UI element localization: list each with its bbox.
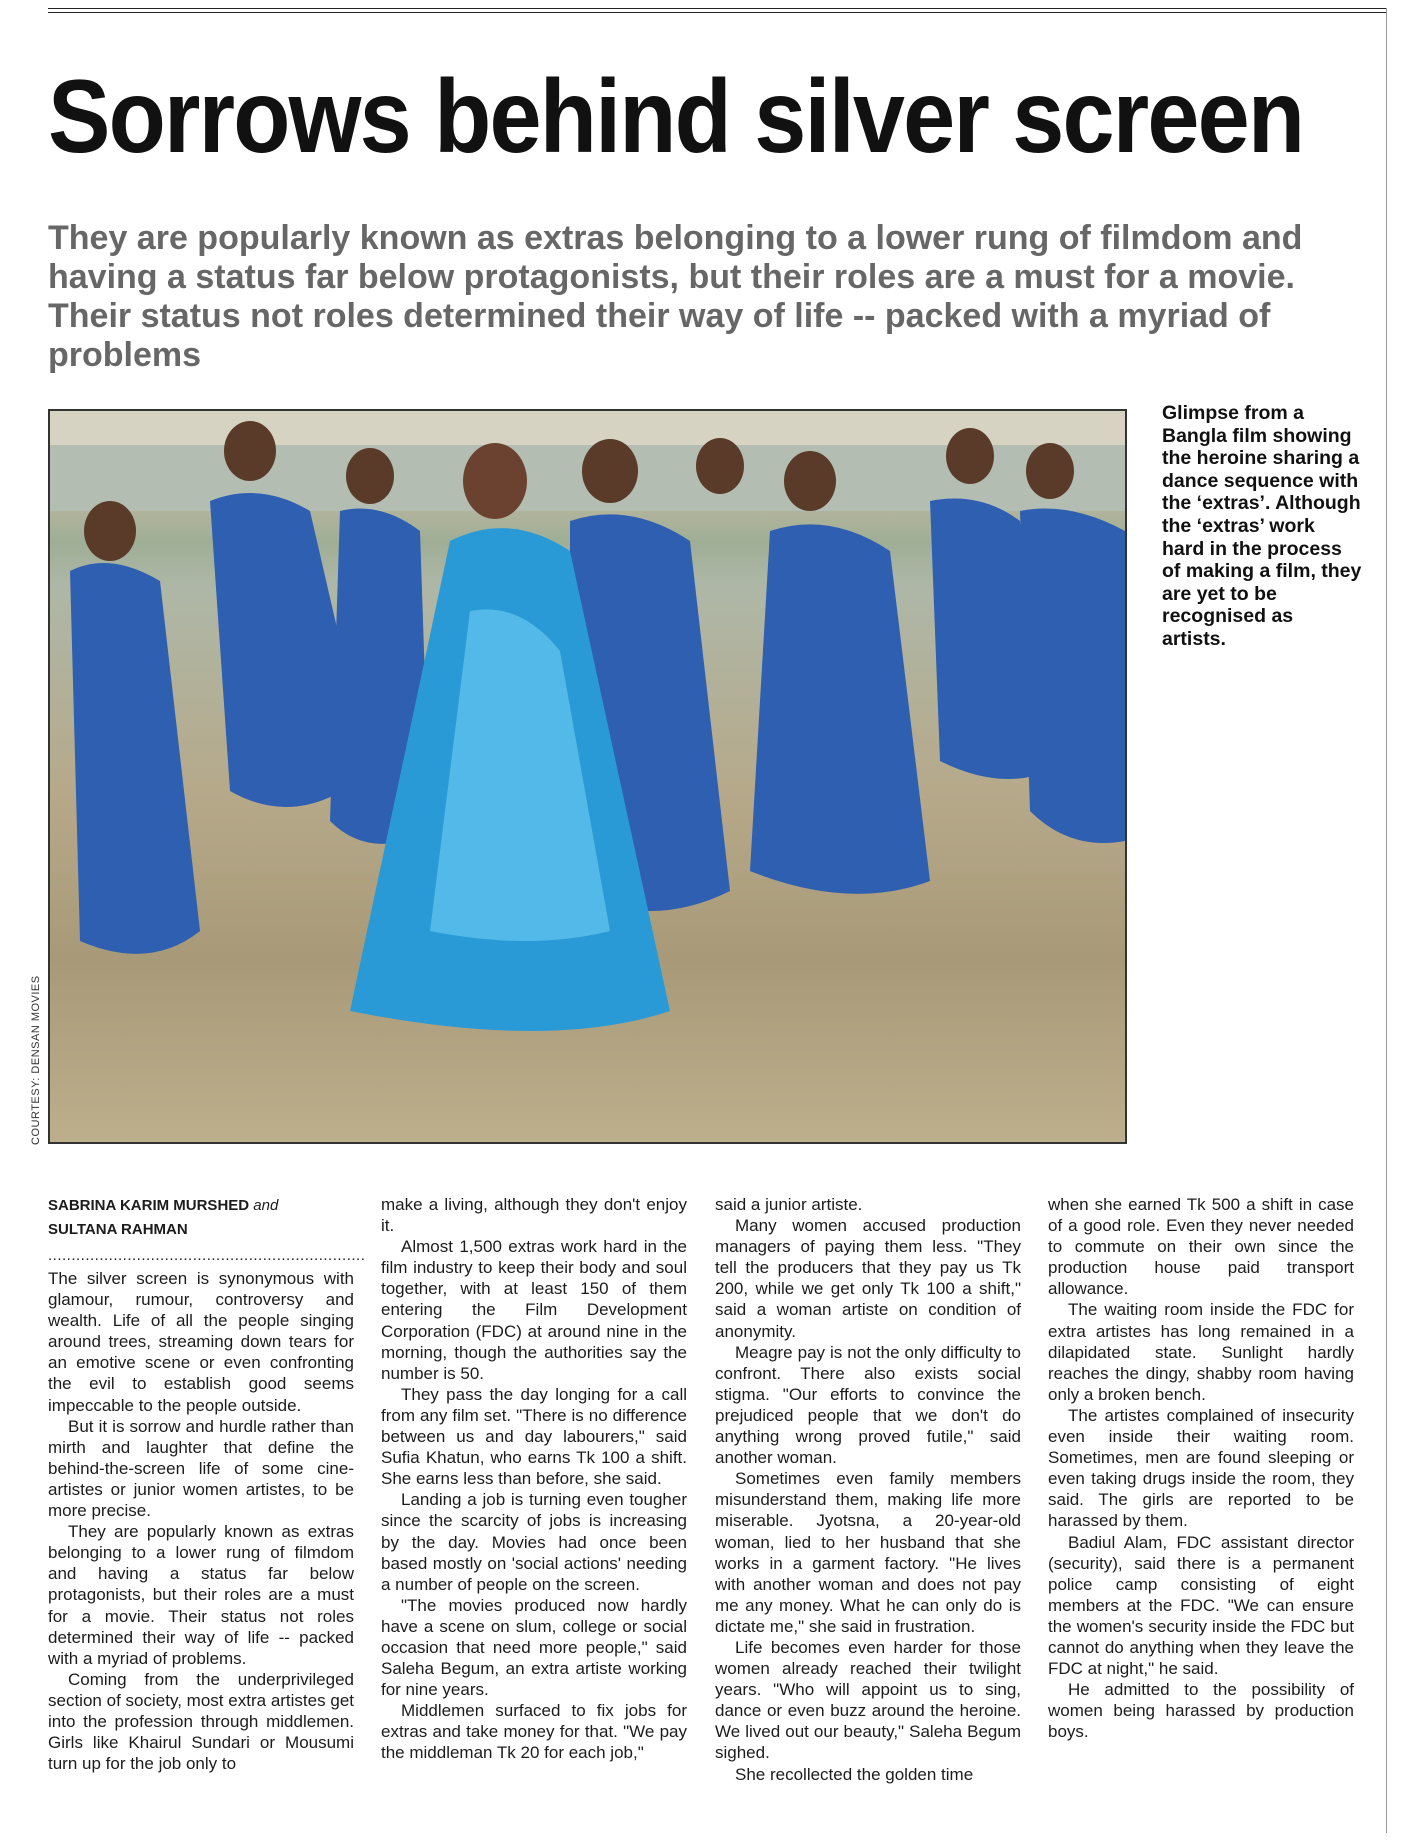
body-paragraph: Middlemen surfaced to fix jobs for extras and take money for that. "We pay the middleman Tk 20 for each job," — [381, 1701, 687, 1763]
body-paragraph: "The movies produced now hardly have a scene on slum, college or social occasion that need more people," said Saleha Begum, an extra artiste working for nine years. — [381, 1595, 687, 1700]
standfirst: They are popularly known as extras belonging to a lower rung of filmdom and having a status far below protagonists, but their roles are a must for a movie. Their status not roles determined their way of life -- packed with a myriad of problems — [48, 219, 1303, 374]
body-paragraph: Meagre pay is not the only difficulty to confront. There also exists social stigma. "Our efforts to convince the prejudiced people that we don't do anything wrong proved futile," said another woman. — [715, 1342, 1021, 1468]
article-column-4 — [1048, 1194, 1354, 1742]
body-paragraph: Landing a job is turning even tougher since the scarcity of jobs is increasing by the day. Movies had once been based mostly on 'social actions' needing a number of people on the screen. — [381, 1490, 687, 1594]
body-paragraph: make a living, although they don't enjoy it. — [381, 1195, 687, 1236]
byline — [48, 1194, 354, 1242]
body-paragraph: The artistes complained of insecurity even inside their waiting room. Sometimes, men are found sleeping or even taking drugs inside the room, they said. The girls are reported to be harassed by them. — [1048, 1405, 1354, 1531]
body-paragraph: The waiting room inside the FDC for extra artistes has long remained in a dilapidated state. Sunlight hardly reaches the dingy, shabby room having only a broken bench. — [1048, 1300, 1354, 1404]
body-paragraph: But it is sorrow and hurdle rather than mirth and laughter that define the behind-the-screen life of some cine-artistes or junior women artistes, to be more precise. — [48, 1416, 354, 1521]
top-rule — [48, 8, 1387, 9]
body-paragraph: when she earned Tk 500 a shift in case of a good role. Even they never needed to commute on their own since the production house paid transport allowance. — [1048, 1195, 1354, 1299]
body-paragraph: He admitted to the possibility of women being harassed by production boys. — [1048, 1680, 1354, 1742]
film-dance-photo — [48, 409, 1127, 1144]
headline: Sorrows behind silver screen — [48, 59, 1304, 175]
body-paragraph: Almost 1,500 extras work hard in the film industry to keep their body and soul together, with at least 150 of them entering the Film Development Corporation (FDC) at around nine in the morning, though the authorities say the number is 50. — [381, 1237, 687, 1383]
author-name: SULTANA RAHMAN — [48, 1221, 188, 1238]
body-paragraph: Many women accused production managers of paying them less. "They tell the producers that they pay us Tk 200, while we get only Tk 100 a shift," said a woman artiste on condition of anonymity. — [715, 1216, 1021, 1341]
author-name: SABRINA KARIM MURSHED — [48, 1197, 250, 1214]
photo-caption: Glimpse from a Bangla film showing the heroine sharing a dance sequence with the ‘extras’. Although the ‘extras’ work hard in the process of making a film, they are yet to be recognised as artists. — [1162, 402, 1362, 650]
body-paragraph: Life becomes even harder for those women already reached their twilight years. "Who will appoint us to sing, dance or even buzz around the heroine. We lived out our beauty," Saleha Begum sighed. — [715, 1637, 1021, 1763]
body-paragraph: She recollected the golden time — [735, 1764, 974, 1784]
body-paragraph: Badiul Alam, FDC assistant director (security), said there is a permanent police camp consisting of eight members at the FDC. "We can ensure the women's security inside the FDC but cannot do anything when they leave the FDC at night," he said. — [1048, 1532, 1354, 1679]
body-paragraph: Sometimes even family members misunderstand them, making life more miserable. Jyotsna, a 20-year-old woman, lied to her husband that she works in a garment factory. "He lives with another woman and does not pay me any money. What he can only do is dictate me," she said in frustration. — [715, 1469, 1021, 1636]
body-paragraph: They are popularly known as extras belonging to a lower rung of filmdom and having a status far below protagonists, but their roles are a must for a movie. Their status not roles determined their way of life -- packed with a myriad of problems. — [48, 1522, 354, 1668]
right-column-rule — [1386, 8, 1387, 1833]
body-paragraph: said a junior artiste. — [715, 1195, 863, 1214]
top-rule-double — [48, 12, 1387, 13]
dance-scene-illustration — [50, 411, 1125, 1142]
body-paragraph: The silver screen is synonymous with glamour, rumour, controversy and wealth. Life of all the people singing around trees, streaming down tears for an emotive scene or even confronting the evil to establish good seems impeccable to the people outside. — [48, 1269, 354, 1415]
body-paragraph: They pass the day longing for a call from any film set. "There is no difference between us and day labourers," said Sufia Khatun, who earns Tk 100 a shift. She earns less than before, she said. — [381, 1384, 687, 1489]
article-column-2 — [381, 1194, 687, 1764]
article-column-1 — [48, 1194, 366, 1774]
body-paragraph: Coming from the underprivileged section of society, most extra artistes get into the profession through middlemen. Girls like Khairul Sundari or Mousumi turn up for the job only to — [48, 1669, 354, 1774]
photo-credit: COURTESY: DENSAN MOVIES — [30, 975, 42, 1145]
article-column-3 — [715, 1194, 1021, 1785]
byline-separator: .................................................................... — [48, 1247, 366, 1264]
byline-and: and — [253, 1197, 279, 1214]
